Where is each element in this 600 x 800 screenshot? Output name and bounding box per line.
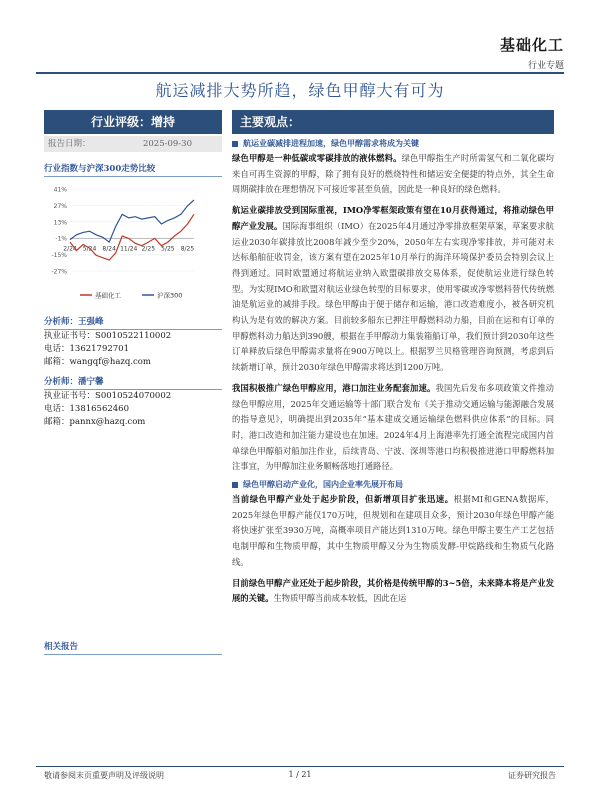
paragraph-lead: 我国积极推广绿色甲醇应用，港口加注业务配套加速。 [232, 382, 436, 393]
industry-rating [44, 110, 222, 134]
analyst-list [44, 315, 222, 429]
y-tick-label: 13% [53, 219, 67, 227]
index-comparison-chart [44, 181, 222, 309]
analyst-name: 分析师：潘宁馨 [44, 375, 222, 390]
main-content [232, 110, 554, 607]
bullet-square-icon [232, 141, 238, 147]
x-tick-label: 8/24 [102, 245, 116, 253]
analyst-cert [44, 330, 222, 343]
legend-label: 沪深300 [157, 291, 183, 300]
analyst-phone [44, 343, 222, 356]
report-date-label: 报告日期： [48, 139, 91, 149]
x-tick-label: 8/25 [180, 245, 195, 253]
x-tick-label: 2/25 [141, 245, 156, 253]
analyst-block [44, 315, 222, 369]
report-date-value: 2025-09-30 [142, 139, 192, 149]
analyst-email[interactable] [44, 416, 222, 429]
email-link[interactable]: pannx@hazq.com [69, 417, 146, 427]
left-sidebar [44, 110, 222, 429]
rating-value: 增持 [151, 115, 176, 129]
cert-label: 执业证书号： [44, 391, 96, 401]
page-number: 1 / 21 [288, 770, 312, 779]
phone-value: 13621792701 [69, 344, 130, 354]
x-tick-label: 5/24 [82, 245, 97, 253]
paragraph-text: 根据MI和GENA数据库，2025年绿色甲醇产能仅170万吨，但规划和在建项目众多，预计2030年绿色甲醇产能将快速扩张至3930万吨，高概率项目产能达到1310万吨。绿色甲醇主要生产工艺包括电制甲醇和生物质甲醇，其中生物质甲醇又分为生物质发酵-甲烷路线和生物质气化路线。 [232, 494, 554, 567]
legend-label: 基础化工 [95, 291, 121, 300]
analyst-name: 分析师：王强峰 [44, 315, 222, 330]
chart-svg [44, 181, 222, 309]
y-tick-label: 41% [53, 186, 67, 194]
footer-disclaimer: 敬请参阅末页重要声明及评级说明 [44, 771, 164, 780]
paragraph-lead: 目前绿色甲醇产业还处于起步阶段，其价格是传统甲醇的3~5倍，未来降本将是产业发展的关键。 [232, 577, 554, 604]
analyst-email[interactable] [44, 356, 222, 369]
paragraph-text: 我国先后发布多项政策文件推动绿色甲醇应用，2025年交通运输等十部门联合发布《关于推动交通运输与能源融合发展的指导意见》，明确提出到2035年“基本建成交通运输绿色燃料供应体系”的目标。同时，港口改造和加注能力建设也在加速。2024年4月上海港率先打通全流程完成国内首单绿色甲醇船对船加注作业，后续青岛、宁波、深圳等港口均积极推进港口甲醇燃料加注事宜，为甲醇加注业务顺畅落地打通路径。 [232, 382, 554, 472]
body-paragraph [232, 381, 554, 475]
x-tick-label: 5/25 [161, 245, 175, 253]
section-bullet-heading [232, 479, 554, 490]
bullet-square-icon [232, 482, 238, 488]
paragraph-lead: 当前绿色甲醇产业处于起步阶段，但新增项目扩张迅速。 [232, 494, 454, 505]
cert-value: S0010522110002 [95, 331, 172, 341]
paragraph-text: 国际海事组织（IMO）在2025年4月通过净零排放框架草案，草案要求航运业2030年碳排放比2008年减少至少20%，2050年左右实现净零排放，并可能对未达标船舶征收罚金，该方案有望在2025年10月举行的海洋环境保护委员会特别会议上得到通过。同时欧盟通过将航运业纳入欧盟碳排放交易体系，促使航运业进行绿色转型。为实现IMO和欧盟对航运业绿色转型的目标要求，使用零碳或净零燃料替代传统燃油是航运业的减排手段。绿色甲醇由于便于储存和运输，港口改造难度小，被各研究机构认为是有效的解决方案。目前较多船东已押注甲醇燃料动力船，目前在运和有订单的甲醇燃料动力船达到390艘，根据在手甲醇动力集装箱船订单，我们预计到2030年这些订单释放后绿色甲醇需求量将在900万吨以上。根据罗兰贝格管理咨询预测，考虑到后续新增订单，预计2030年绿色甲醇需求将达到1200万吨。 [232, 220, 554, 373]
body-paragraph [232, 151, 554, 198]
email-label: 邮箱： [44, 357, 70, 367]
y-tick-label: 27% [53, 202, 67, 210]
paragraph-text: 绿色甲醇指生产时所需氢气和二氧化碳均来自可再生资源的甲醇，除了拥有良好的燃烧特性和储运安全便捷的特点外，其全生命周期碳排放在理想情况下可接近零甚至负值，因此是一种良好的绿色燃料。 [232, 153, 554, 195]
footer-rule [36, 766, 564, 767]
email-link[interactable]: wangqf@hazq.com [69, 357, 151, 367]
chart-title: 行业指数与沪深300走势比较 [44, 162, 222, 177]
analyst-block [44, 375, 222, 429]
cert-value: S0010524070002 [95, 391, 172, 401]
header-rule [36, 72, 564, 74]
footer-report-type: 证券研究报告 [508, 771, 556, 780]
body-paragraph [232, 576, 554, 607]
phone-value: 13816562460 [69, 404, 130, 414]
report-title: 航运减排大势所趋，绿色甲醇大有可为 [155, 81, 445, 100]
body-paragraph [232, 203, 554, 376]
header-category: 基础化工 [499, 36, 564, 54]
email-label: 邮箱： [44, 417, 70, 427]
main-heading: 主要观点： [232, 110, 554, 134]
phone-label: 电话： [44, 404, 70, 414]
paragraph-text: 生物质甲醇当前成本较低，因此在运 [273, 593, 407, 604]
bullet-heading-text: 绿色甲醇启动产业化，国内企业率先展开布局 [243, 479, 403, 490]
paragraph-lead: 绿色甲醇是一种低碳或零碳排放的液体燃料。 [232, 153, 402, 163]
rating-label: 行业评级： [90, 115, 151, 129]
related-reports-heading: 相关报告 [44, 640, 222, 655]
paragraph-lead: 航运业碳排放受到国际重视，IMO净零框架政策有望在10月获得通过，将推动绿色甲醇产业发展。 [232, 205, 554, 231]
x-tick-label: 2/24 [63, 245, 77, 253]
series-line [70, 214, 194, 260]
y-tick-label: -1% [55, 235, 67, 243]
section-bullet-heading [232, 138, 554, 149]
y-tick-label: -15% [51, 252, 67, 260]
sections [232, 138, 554, 607]
report-date [44, 136, 222, 152]
bullet-heading-text: 航运业碳减排进程加速，绿色甲醇需求将成为关键 [243, 138, 419, 148]
x-tick-label: 11/24 [120, 245, 138, 253]
cert-label: 执业证书号： [44, 331, 96, 341]
body-paragraph [232, 492, 554, 571]
y-tick-label: -27% [51, 268, 67, 276]
analyst-cert [44, 390, 222, 403]
analyst-phone [44, 403, 222, 416]
phone-label: 电话： [44, 344, 70, 354]
header-subtitle: 行业专题 [527, 61, 564, 71]
